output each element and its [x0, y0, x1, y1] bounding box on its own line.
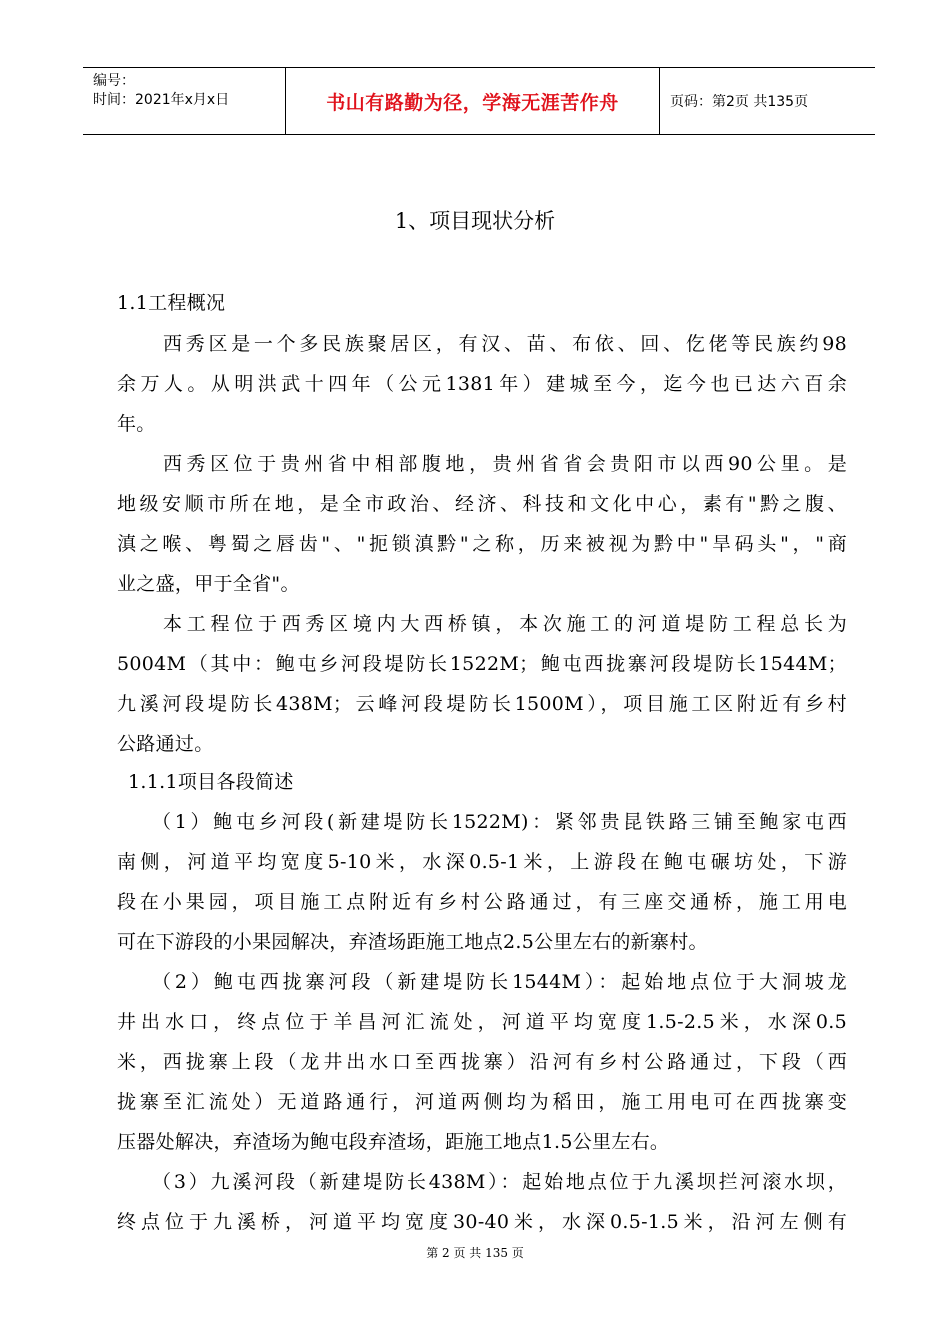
paragraph-line: 5004M（其中：鲍屯乡河段堤防长1522M；鲍屯西拢寨河段堤防长1544M；: [117, 653, 847, 675]
subsection-heading: 1.1.1项目各段简述: [128, 771, 294, 793]
paragraph-line: （2）鲍屯西拢寨河段（新建堤防长1544M）：起始地点位于大洞坡龙: [152, 971, 847, 993]
paragraph-line: 西秀区是一个多民族聚居区，有汉、苗、布依、回、仡佬等民族约98: [163, 333, 847, 355]
paragraph-line: 公路通过。: [117, 733, 214, 755]
paragraph-line: 九溪河段堤防长438M；云峰河段堤防长1500M），项目施工区附近有乡村: [117, 693, 847, 715]
paragraph-line: 段在小果园，项目施工点附近有乡村公路通过，有三座交通桥，施工用电: [117, 891, 847, 913]
motto-text: 书山有路勤为径，学海无涯苦作舟: [326, 91, 619, 114]
paragraph-line: 西秀区位于贵州省中相部腹地，贵州省省会贵阳市以西90公里。是: [163, 453, 847, 475]
number-label: 编号：: [93, 73, 135, 89]
paragraph-line: 滇之喉、粤蜀之唇齿"、"扼锁滇黔"之称，历来被视为黔中"旱码头"，"商: [117, 533, 847, 555]
paragraph-line: 井出水口，终点位于羊昌河汇流处，河道平均宽度1.5-2.5米，水深0.5: [117, 1011, 847, 1033]
paragraph-line: 业之盛，甲于全省"。: [117, 573, 300, 595]
paragraph-line: 拢寨至汇流处）无道路通行，河道两侧均为稻田，施工用电可在西拢寨变: [117, 1091, 847, 1113]
section-heading: 1.1工程概况: [117, 292, 226, 314]
motto-cell: [286, 68, 660, 134]
paragraph-line: 南侧，河道平均宽度5-10米，水深0.5-1米，上游段在鲍屯碾坊处，下游: [117, 851, 847, 873]
paragraph-line: （3）九溪河段（新建堤防长438M）：起始地点位于九溪坝拦河滚水坝，: [152, 1171, 847, 1193]
page-info-text: 页码：第2页 共135页: [670, 94, 809, 110]
paragraph-line: 可在下游段的小果园解决，弃渣场距施工地点2.5公里左右的新寨村。: [117, 931, 708, 953]
paragraph-line: 本工程位于西秀区境内大西桥镇，本次施工的河道堤防工程总长为: [163, 613, 847, 635]
paragraph-line: 米，西拢寨上段（龙井出水口至西拢寨）沿河有乡村公路通过，下段（西: [117, 1051, 847, 1073]
paragraph-line: 地级安顺市所在地，是全市政治、经济、科技和文化中心，素有"黔之腹、: [117, 493, 847, 515]
paragraph-line: 压器处解决，弃渣场为鲍屯段弃渣场，距施工地点1.5公里左右。: [117, 1131, 670, 1153]
page-title: 1、项目现状分析: [394, 209, 556, 233]
paragraph-line: 终点位于九溪桥，河道平均宽度30-40米，水深0.5-1.5米，沿河左侧有: [117, 1211, 847, 1233]
paragraph-line: 余万人。从明洪武十四年（公元1381年）建城至今，迄今也已达六百余: [117, 373, 847, 395]
page-info-cell: [660, 68, 875, 134]
time-label: 时间：2021年x月x日: [93, 92, 230, 108]
paragraph-line: （1）鲍屯乡河段(新建堤防长1522M)：紧邻贵昆铁路三铺至鲍家屯西: [152, 811, 847, 833]
header-meta-cell: [83, 68, 286, 134]
document-header: [83, 67, 875, 135]
page-footer: 第 2 页 共 135 页: [426, 1246, 524, 1260]
paragraph-line: 年。: [117, 413, 156, 435]
